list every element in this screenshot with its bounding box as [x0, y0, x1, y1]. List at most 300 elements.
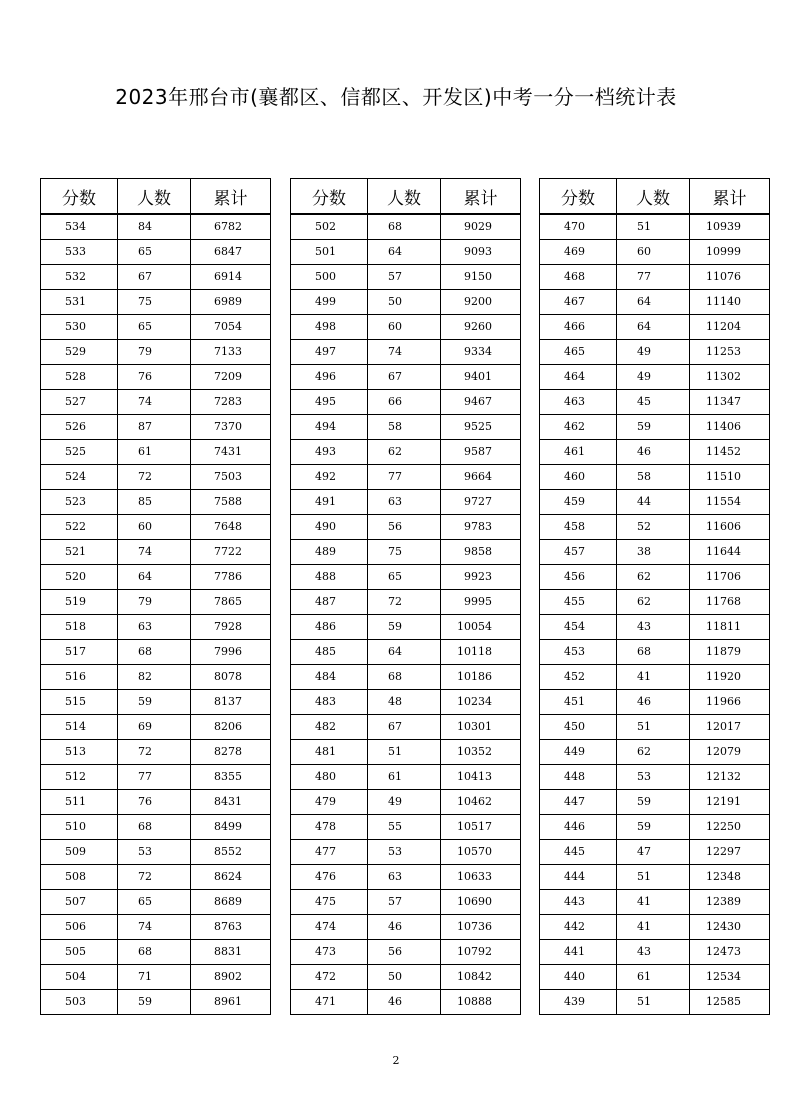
table-row — [291, 840, 521, 865]
table-row — [540, 340, 770, 365]
cumulative-cell: 7588 — [191, 490, 271, 515]
cumulative-cell: 8078 — [191, 665, 271, 690]
table-header-row — [540, 179, 770, 215]
count-cell: 49 — [617, 365, 690, 390]
cumulative-cell: 10999 — [690, 240, 770, 265]
count-cell: 59 — [118, 690, 191, 715]
count-cell: 68 — [617, 640, 690, 665]
header-score: 分数 — [41, 179, 118, 215]
table-row — [540, 540, 770, 565]
score-cell: 472 — [291, 965, 368, 990]
score-cell: 486 — [291, 615, 368, 640]
cumulative-cell: 11768 — [690, 590, 770, 615]
count-cell: 58 — [617, 465, 690, 490]
count-cell: 63 — [118, 615, 191, 640]
count-cell: 62 — [617, 740, 690, 765]
header-cumulative: 累计 — [441, 179, 521, 215]
score-cell: 464 — [540, 365, 617, 390]
score-cell: 511 — [41, 790, 118, 815]
table-row — [41, 865, 271, 890]
cumulative-cell: 9260 — [441, 315, 521, 340]
table-row — [41, 815, 271, 840]
score-cell: 498 — [291, 315, 368, 340]
count-cell: 79 — [118, 340, 191, 365]
cumulative-cell: 8355 — [191, 765, 271, 790]
cumulative-cell: 7209 — [191, 365, 271, 390]
score-cell: 522 — [41, 515, 118, 540]
count-cell: 66 — [368, 390, 441, 415]
score-cell: 485 — [291, 640, 368, 665]
cumulative-cell: 11879 — [690, 640, 770, 665]
cumulative-cell: 11706 — [690, 565, 770, 590]
table-row — [41, 890, 271, 915]
cumulative-cell: 11644 — [690, 540, 770, 565]
score-cell: 501 — [291, 240, 368, 265]
count-cell: 72 — [118, 465, 191, 490]
table-row — [291, 265, 521, 290]
cumulative-cell: 9334 — [441, 340, 521, 365]
count-cell: 62 — [617, 565, 690, 590]
count-cell: 85 — [118, 490, 191, 515]
cumulative-cell: 10792 — [441, 940, 521, 965]
cumulative-cell: 8499 — [191, 815, 271, 840]
count-cell: 74 — [118, 915, 191, 940]
table-row — [540, 640, 770, 665]
count-cell: 41 — [617, 665, 690, 690]
cumulative-cell: 9995 — [441, 590, 521, 615]
table-row — [291, 290, 521, 315]
table-row — [41, 740, 271, 765]
count-cell: 53 — [617, 765, 690, 790]
table-row — [41, 540, 271, 565]
table-header-row — [291, 179, 521, 215]
cumulative-cell: 10301 — [441, 715, 521, 740]
cumulative-cell: 7503 — [191, 465, 271, 490]
table-row — [291, 915, 521, 940]
count-cell: 74 — [118, 540, 191, 565]
score-cell: 479 — [291, 790, 368, 815]
score-cell: 493 — [291, 440, 368, 465]
header-count: 人数 — [118, 179, 191, 215]
table-row — [41, 590, 271, 615]
table-row — [540, 490, 770, 515]
cumulative-cell: 11966 — [690, 690, 770, 715]
cumulative-cell: 8689 — [191, 890, 271, 915]
table-row — [540, 665, 770, 690]
score-cell: 447 — [540, 790, 617, 815]
count-cell: 84 — [118, 214, 191, 240]
table-row — [291, 715, 521, 740]
cumulative-cell: 7786 — [191, 565, 271, 590]
cumulative-cell: 6989 — [191, 290, 271, 315]
score-cell: 526 — [41, 415, 118, 440]
cumulative-cell: 7283 — [191, 390, 271, 415]
table-row — [41, 715, 271, 740]
table-row — [291, 990, 521, 1015]
count-cell: 61 — [118, 440, 191, 465]
count-cell: 46 — [368, 915, 441, 940]
table-row — [540, 515, 770, 540]
count-cell: 53 — [368, 840, 441, 865]
cumulative-cell: 9467 — [441, 390, 521, 415]
cumulative-cell: 8137 — [191, 690, 271, 715]
score-cell: 487 — [291, 590, 368, 615]
cumulative-cell: 10842 — [441, 965, 521, 990]
table-row — [540, 815, 770, 840]
cumulative-cell: 11302 — [690, 365, 770, 390]
score-table-1 — [40, 178, 271, 1015]
table-row — [291, 765, 521, 790]
score-cell: 518 — [41, 615, 118, 640]
score-cell: 491 — [291, 490, 368, 515]
cumulative-cell: 10462 — [441, 790, 521, 815]
table-row — [540, 740, 770, 765]
table-row — [291, 415, 521, 440]
cumulative-cell: 12585 — [690, 990, 770, 1015]
table-row — [291, 815, 521, 840]
table-row — [41, 640, 271, 665]
score-cell: 520 — [41, 565, 118, 590]
count-cell: 79 — [118, 590, 191, 615]
cumulative-cell: 8624 — [191, 865, 271, 890]
score-cell: 448 — [540, 765, 617, 790]
page-number: 2 — [392, 1054, 400, 1067]
cumulative-cell: 11452 — [690, 440, 770, 465]
table-row — [540, 690, 770, 715]
count-cell: 51 — [617, 865, 690, 890]
score-cell: 471 — [291, 990, 368, 1015]
count-cell: 47 — [617, 840, 690, 865]
cumulative-cell: 7865 — [191, 590, 271, 615]
count-cell: 64 — [617, 290, 690, 315]
table-row — [41, 240, 271, 265]
table-row — [41, 415, 271, 440]
score-cell: 510 — [41, 815, 118, 840]
table-row — [540, 365, 770, 390]
count-cell: 68 — [368, 214, 441, 240]
count-cell: 74 — [368, 340, 441, 365]
score-cell: 533 — [41, 240, 118, 265]
count-cell: 64 — [118, 565, 191, 590]
count-cell: 76 — [118, 790, 191, 815]
table-row — [540, 990, 770, 1015]
cumulative-cell: 9664 — [441, 465, 521, 490]
table-row — [291, 590, 521, 615]
cumulative-cell: 11140 — [690, 290, 770, 315]
cumulative-cell: 9029 — [441, 214, 521, 240]
table-row — [540, 790, 770, 815]
score-cell: 462 — [540, 415, 617, 440]
score-cell: 514 — [41, 715, 118, 740]
cumulative-cell: 6847 — [191, 240, 271, 265]
score-cell: 532 — [41, 265, 118, 290]
count-cell: 62 — [368, 440, 441, 465]
cumulative-cell: 11347 — [690, 390, 770, 415]
count-cell: 74 — [118, 390, 191, 415]
score-cell: 494 — [291, 415, 368, 440]
count-cell: 68 — [118, 815, 191, 840]
table-row — [41, 365, 271, 390]
count-cell: 59 — [617, 790, 690, 815]
table-row — [540, 565, 770, 590]
table-row — [540, 390, 770, 415]
table-row — [291, 365, 521, 390]
count-cell: 48 — [368, 690, 441, 715]
score-cell: 513 — [41, 740, 118, 765]
cumulative-cell: 6782 — [191, 214, 271, 240]
score-cell: 476 — [291, 865, 368, 890]
score-cell: 475 — [291, 890, 368, 915]
table-row — [540, 290, 770, 315]
score-table-3 — [539, 178, 770, 1015]
table-row — [41, 990, 271, 1015]
count-cell: 67 — [368, 365, 441, 390]
table-row — [540, 590, 770, 615]
score-cell: 480 — [291, 765, 368, 790]
table-row — [291, 465, 521, 490]
cumulative-cell: 12017 — [690, 715, 770, 740]
count-cell: 59 — [118, 990, 191, 1015]
score-cell: 484 — [291, 665, 368, 690]
table-row — [540, 940, 770, 965]
cumulative-cell: 10352 — [441, 740, 521, 765]
cumulative-cell: 12389 — [690, 890, 770, 915]
cumulative-cell: 9093 — [441, 240, 521, 265]
count-cell: 51 — [368, 740, 441, 765]
score-cell: 473 — [291, 940, 368, 965]
score-cell: 465 — [540, 340, 617, 365]
cumulative-cell: 10888 — [441, 990, 521, 1015]
count-cell: 57 — [368, 265, 441, 290]
cumulative-cell: 7722 — [191, 540, 271, 565]
score-cell: 530 — [41, 315, 118, 340]
count-cell: 46 — [368, 990, 441, 1015]
score-cell: 454 — [540, 615, 617, 640]
count-cell: 59 — [368, 615, 441, 640]
score-cell: 467 — [540, 290, 617, 315]
cumulative-cell: 7996 — [191, 640, 271, 665]
score-cell: 449 — [540, 740, 617, 765]
count-cell: 67 — [368, 715, 441, 740]
cumulative-cell: 8763 — [191, 915, 271, 940]
table-row — [291, 965, 521, 990]
count-cell: 65 — [118, 240, 191, 265]
score-cell: 527 — [41, 390, 118, 415]
count-cell: 60 — [368, 315, 441, 340]
score-cell: 504 — [41, 965, 118, 990]
table-row — [41, 390, 271, 415]
cumulative-cell: 9923 — [441, 565, 521, 590]
table-row — [41, 565, 271, 590]
score-cell: 531 — [41, 290, 118, 315]
score-cell: 524 — [41, 465, 118, 490]
count-cell: 61 — [617, 965, 690, 990]
cumulative-cell: 9783 — [441, 515, 521, 540]
score-cell: 497 — [291, 340, 368, 365]
table-row — [291, 490, 521, 515]
count-cell: 50 — [368, 290, 441, 315]
score-cell: 439 — [540, 990, 617, 1015]
count-cell: 59 — [617, 415, 690, 440]
cumulative-cell: 6914 — [191, 265, 271, 290]
score-cell: 499 — [291, 290, 368, 315]
cumulative-cell: 11606 — [690, 515, 770, 540]
score-cell: 469 — [540, 240, 617, 265]
count-cell: 57 — [368, 890, 441, 915]
score-cell: 490 — [291, 515, 368, 540]
cumulative-cell: 8552 — [191, 840, 271, 865]
cumulative-cell: 10690 — [441, 890, 521, 915]
count-cell: 46 — [617, 440, 690, 465]
cumulative-cell: 7133 — [191, 340, 271, 365]
score-cell: 502 — [291, 214, 368, 240]
count-cell: 65 — [368, 565, 441, 590]
cumulative-cell: 8831 — [191, 940, 271, 965]
count-cell: 41 — [617, 890, 690, 915]
score-cell: 445 — [540, 840, 617, 865]
score-cell: 519 — [41, 590, 118, 615]
cumulative-cell: 11554 — [690, 490, 770, 515]
cumulative-cell: 7431 — [191, 440, 271, 465]
count-cell: 43 — [617, 615, 690, 640]
score-cell: 481 — [291, 740, 368, 765]
cumulative-cell: 11920 — [690, 665, 770, 690]
score-cell: 521 — [41, 540, 118, 565]
count-cell: 71 — [118, 965, 191, 990]
score-cell: 458 — [540, 515, 617, 540]
score-cell: 453 — [540, 640, 617, 665]
table-header-row — [41, 179, 271, 215]
count-cell: 41 — [617, 915, 690, 940]
table-row — [540, 265, 770, 290]
score-cell: 523 — [41, 490, 118, 515]
cumulative-cell: 10118 — [441, 640, 521, 665]
count-cell: 44 — [617, 490, 690, 515]
header-score: 分数 — [291, 179, 368, 215]
header-count: 人数 — [368, 179, 441, 215]
table-row — [291, 390, 521, 415]
table-row — [41, 665, 271, 690]
page-title: 2023年邢台市(襄都区、信都区、开发区)中考一分一档统计表 — [115, 85, 677, 109]
table-row — [291, 515, 521, 540]
table-row — [41, 915, 271, 940]
table-row — [291, 440, 521, 465]
count-cell: 64 — [368, 240, 441, 265]
score-cell: 488 — [291, 565, 368, 590]
table-row — [540, 840, 770, 865]
cumulative-cell: 8278 — [191, 740, 271, 765]
table-row — [540, 915, 770, 940]
table-row — [291, 790, 521, 815]
cumulative-cell: 12534 — [690, 965, 770, 990]
table-row — [41, 290, 271, 315]
count-cell: 61 — [368, 765, 441, 790]
score-cell: 534 — [41, 214, 118, 240]
cumulative-cell: 10570 — [441, 840, 521, 865]
cumulative-cell: 12250 — [690, 815, 770, 840]
count-cell: 72 — [118, 740, 191, 765]
count-cell: 38 — [617, 540, 690, 565]
cumulative-cell: 8961 — [191, 990, 271, 1015]
count-cell: 69 — [118, 715, 191, 740]
table-row — [291, 640, 521, 665]
count-cell: 53 — [118, 840, 191, 865]
score-cell: 461 — [540, 440, 617, 465]
table-row — [540, 965, 770, 990]
count-cell: 87 — [118, 415, 191, 440]
table-row — [540, 765, 770, 790]
score-cell: 483 — [291, 690, 368, 715]
cumulative-cell: 7370 — [191, 415, 271, 440]
cumulative-cell: 9858 — [441, 540, 521, 565]
score-cell: 528 — [41, 365, 118, 390]
table-row — [540, 465, 770, 490]
table-row — [291, 865, 521, 890]
count-cell: 68 — [368, 665, 441, 690]
table-row — [540, 315, 770, 340]
table-row — [41, 265, 271, 290]
cumulative-cell: 12297 — [690, 840, 770, 865]
cumulative-cell: 9150 — [441, 265, 521, 290]
score-cell: 496 — [291, 365, 368, 390]
score-cell: 474 — [291, 915, 368, 940]
count-cell: 51 — [617, 990, 690, 1015]
count-cell: 59 — [617, 815, 690, 840]
table-row — [540, 715, 770, 740]
count-cell: 67 — [118, 265, 191, 290]
table-row — [291, 690, 521, 715]
table-row — [540, 440, 770, 465]
count-cell: 55 — [368, 815, 441, 840]
cumulative-cell: 9587 — [441, 440, 521, 465]
score-cell: 500 — [291, 265, 368, 290]
cumulative-cell: 12473 — [690, 940, 770, 965]
table-row — [41, 840, 271, 865]
score-cell: 450 — [540, 715, 617, 740]
cumulative-cell: 11811 — [690, 615, 770, 640]
score-cell: 517 — [41, 640, 118, 665]
score-cell: 452 — [540, 665, 617, 690]
cumulative-cell: 10633 — [441, 865, 521, 890]
score-cell: 470 — [540, 214, 617, 240]
count-cell: 72 — [368, 590, 441, 615]
cumulative-cell: 11406 — [690, 415, 770, 440]
table-row — [291, 340, 521, 365]
cumulative-cell: 9401 — [441, 365, 521, 390]
table-row — [41, 965, 271, 990]
cumulative-cell: 10186 — [441, 665, 521, 690]
cumulative-cell: 12191 — [690, 790, 770, 815]
cumulative-cell: 12430 — [690, 915, 770, 940]
cumulative-cell: 9200 — [441, 290, 521, 315]
count-cell: 49 — [368, 790, 441, 815]
score-cell: 506 — [41, 915, 118, 940]
count-cell: 65 — [118, 890, 191, 915]
cumulative-cell: 8902 — [191, 965, 271, 990]
cumulative-cell: 10054 — [441, 615, 521, 640]
cumulative-cell: 11204 — [690, 315, 770, 340]
cumulative-cell: 8431 — [191, 790, 271, 815]
count-cell: 51 — [617, 214, 690, 240]
count-cell: 60 — [617, 240, 690, 265]
count-cell: 75 — [118, 290, 191, 315]
score-cell: 446 — [540, 815, 617, 840]
score-cell: 457 — [540, 540, 617, 565]
score-cell: 466 — [540, 315, 617, 340]
table-row — [41, 790, 271, 815]
score-cell: 505 — [41, 940, 118, 965]
score-cell: 478 — [291, 815, 368, 840]
